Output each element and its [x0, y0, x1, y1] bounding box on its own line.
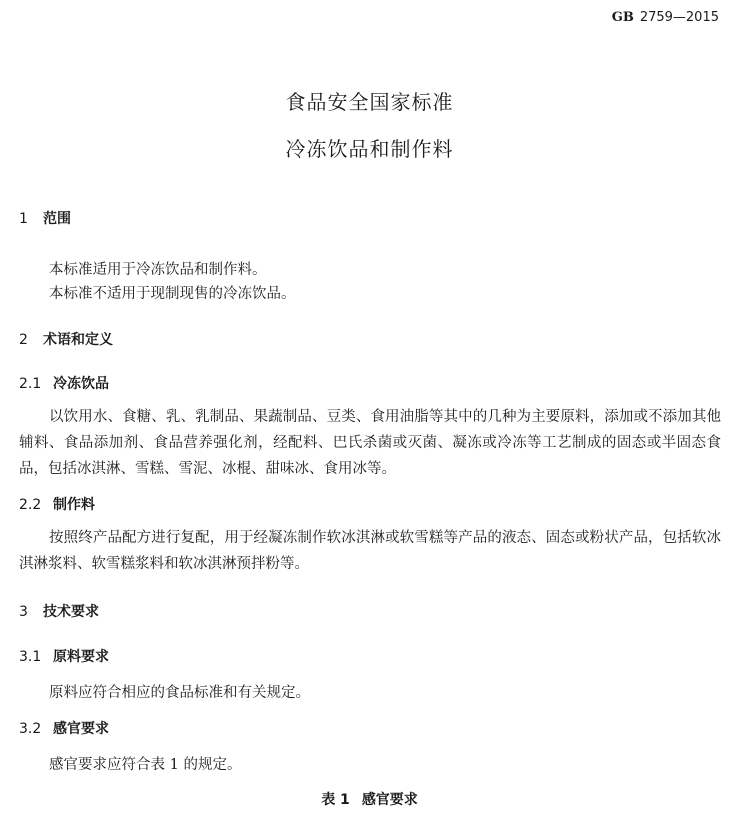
paragraph-line: 原料应符合相应的食品标准和有关规定。: [49, 685, 310, 701]
paragraph-line: 感官要求应符合表 1 的规定。: [49, 757, 242, 773]
section-2-1-heading: [19, 373, 109, 393]
section-title: 制作料: [53, 497, 95, 513]
paragraph-line: 本标准不适用于现制现售的冷冻饮品。: [49, 286, 296, 302]
standard-number: 2759—2015: [639, 10, 719, 25]
table-caption: [0, 789, 739, 809]
section-number: 2.1: [19, 376, 42, 392]
section-2-2-heading: [19, 494, 95, 514]
definition-paragraph: 以饮用水、食糖、乳、乳制品、果蔬制品、豆类、食用油脂等其中的几种为主要原料，添加或不添加其他辅料、食品添加剂、食品营养强化剂，经配料、巴氏杀菌或灭菌、凝冻或冷冻等工艺制成的固态或半固态食品，包括冰淇淋、雪糕、雪泥、冰棍、甜味冰、食用冰等。: [19, 409, 721, 477]
section-number: 2.2: [19, 497, 42, 513]
section-3-2-heading: [19, 718, 109, 738]
section-title: 技术要求: [43, 604, 99, 620]
section-3-heading: [19, 601, 99, 621]
section-number: 2: [19, 332, 28, 348]
section-title: 术语和定义: [43, 332, 113, 348]
section-3-1-heading: [19, 646, 109, 666]
section-title: 范围: [43, 211, 71, 227]
section-title: 冷冻饮品: [53, 376, 109, 392]
standard-code: [612, 10, 719, 25]
section-number: 3.1: [19, 649, 42, 665]
section-number: 1: [19, 211, 28, 227]
section-2-heading: [19, 329, 113, 349]
section-title: 原料要求: [53, 649, 109, 665]
section-title: 感官要求: [53, 721, 109, 737]
table-label: 表 1: [321, 792, 350, 808]
table-title: 感官要求: [361, 792, 418, 808]
paragraph-line: 本标准适用于冷冻饮品和制作料。: [49, 262, 267, 278]
definition-paragraph: 按照终产品配方进行复配，用于经凝冻制作软冰淇淋或软雪糕等产品的液态、固态或粉状产品，包括软冰淇淋浆料、软雪糕浆料和软冰淇淋预拌粉等。: [19, 530, 721, 572]
section-number: 3.2: [19, 721, 42, 737]
section-1-heading: [19, 208, 71, 228]
standard-prefix: GB: [611, 10, 634, 25]
document-title: 食品安全国家标准: [285, 90, 454, 114]
section-number: 3: [19, 604, 28, 620]
document-subtitle: 冷冻饮品和制作料: [285, 137, 454, 161]
